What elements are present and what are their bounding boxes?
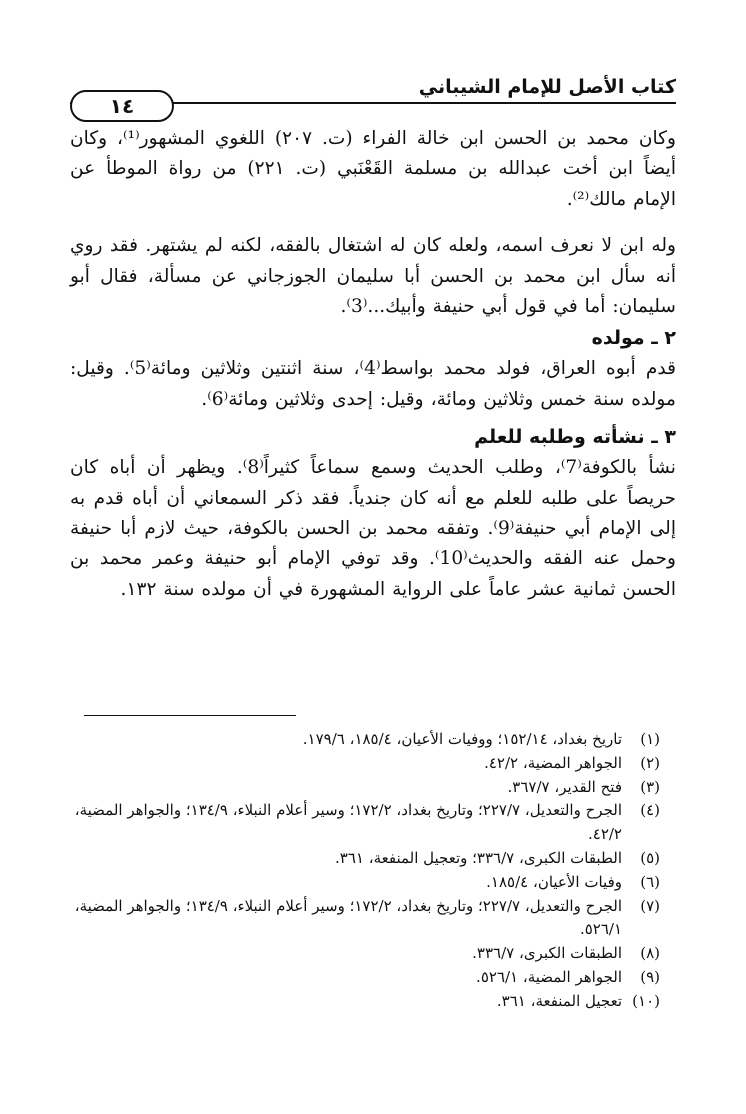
footnote-item xyxy=(70,871,660,895)
footnote-item xyxy=(70,942,660,966)
page-number-badge: ١٤ xyxy=(70,90,174,122)
paragraph-upbringing: نشأ بالكوفة⁽7⁾، وطلب الحديث وسمع سماعاً كثيراً⁽8⁾. ويظهر أن أباه كان حريصاً على طلبه للعلم مع أنه كان جندياً. فقد ذكر السمعاني أن أباه قدم به إلى الإمام أبي حنيفة⁽9⁾. وتفقه محمد بن الحسن بالكوفة، حيث لازم أبا حنيفة وحمل عنه الفقه والحديث⁽10⁾. وقد توفي الإمام أبو حنيفة وعمر محمد بن الحسن ثمانية عشر عاماً على الرواية المشهورة في أن مولده سنة ١٣٢. xyxy=(70,457,676,600)
footnote-item xyxy=(70,728,660,752)
paragraph-family: وكان محمد بن الحسن ابن خالة الفراء (ت. ٢٠٧) اللغوي المشهور⁽¹⁾، وكان أيضاً ابن أخت عبدالله بن مسلمة القَعْنَبي (ت. ٢٢١) من رواة الموطأ عن الإمام مالك⁽²⁾. xyxy=(70,128,677,210)
footnote-text: الطبقات الكبرى، ٣٣٦/٧؛ وتعجيل المنفعة، ٣٦١. xyxy=(335,848,622,867)
footnote-text: وفيات الأعيان، ١٨٥/٤. xyxy=(486,872,622,891)
footnote-text: فتح القدير، ٣٦٧/٧. xyxy=(507,777,622,796)
footnote-number: (١) xyxy=(640,730,660,748)
running-title: كتاب الأصل للإمام الشيباني xyxy=(418,76,676,98)
footnote-item xyxy=(70,895,660,943)
footnote-number: (١٠) xyxy=(632,991,660,1010)
footnote-item xyxy=(70,966,660,990)
footnote-text: الجرح والتعديل، ٢٢٧/٧؛ وتاريخ بغداد، ١٧٢/٢؛ وسير أعلام النبلاء، ١٣٤/٩؛ والجواهر المضية، ٥٢٦/١. xyxy=(74,896,622,939)
paragraph-birth: قدم أبوه العراق، فولد محمد بواسط⁽4⁾، سنة اثنتين وثلاثين ومائة⁽5⁾. وقيل: مولده سنة خمس وثلاثين ومائة، وقيل: إحدى وثلاثين ومائة⁽6⁾. xyxy=(70,358,676,410)
footnote-text: الجرح والتعديل، ٢٢٧/٧؛ وتاريخ بغداد، ١٧٢/٢؛ وسير أعلام النبلاء، ١٣٤/٩؛ والجواهر المضية، ٤٢/٢. xyxy=(74,801,622,844)
footnote-number: (٢) xyxy=(640,753,660,772)
footnote-item xyxy=(70,799,660,847)
footnote-number: (٦) xyxy=(640,872,660,891)
section-heading-upbringing: ٣ ـ نشأته وطلبه للعلم xyxy=(474,426,676,449)
footnote-text: تاريخ بغداد، ١٥٢/١٤؛ ووفيات الأعيان، ١٨٥/٤، ١٧٩/٦. xyxy=(302,730,622,748)
section-heading-birth: ٢ ـ مولده xyxy=(591,327,676,350)
footnote-text: تعجيل المنفعة، ٣٦١. xyxy=(496,991,622,1010)
footnote-number: (٧) xyxy=(640,896,660,915)
footnote-number: (٤) xyxy=(640,801,660,820)
footnote-number: (٨) xyxy=(640,944,660,963)
footnote-number: (٥) xyxy=(640,848,660,867)
footnote-text: الجواهر المضية، ٤٢/٢. xyxy=(484,753,622,772)
footnote-item xyxy=(70,776,660,800)
footnote-text: الطبقات الكبرى، ٣٣٦/٧. xyxy=(472,944,622,963)
footnote-item xyxy=(70,847,660,871)
footnote-item xyxy=(70,990,660,1014)
footnote-number: (٩) xyxy=(640,967,660,986)
footnotes-list xyxy=(70,728,660,1014)
footnote-separator xyxy=(84,715,296,716)
footnote-number: (٣) xyxy=(640,777,660,796)
page-header xyxy=(70,68,676,118)
paragraph-son: وله ابن لا نعرف اسمه، ولعله كان له اشتغال بالفقه، لكنه لم يشتهر. فقد روي أنه سأل ابن محمد بن الحسن أبا سليمان الجوزجاني عن مسألة، فقال أبو سليمان: أما في قول أبي حنيفة وأبيك...⁽3⁾. xyxy=(70,235,676,318)
footnote-text: الجواهر المضية، ٥٢٦/١. xyxy=(476,967,622,986)
main-text xyxy=(70,124,676,605)
footnote-item xyxy=(70,752,660,776)
